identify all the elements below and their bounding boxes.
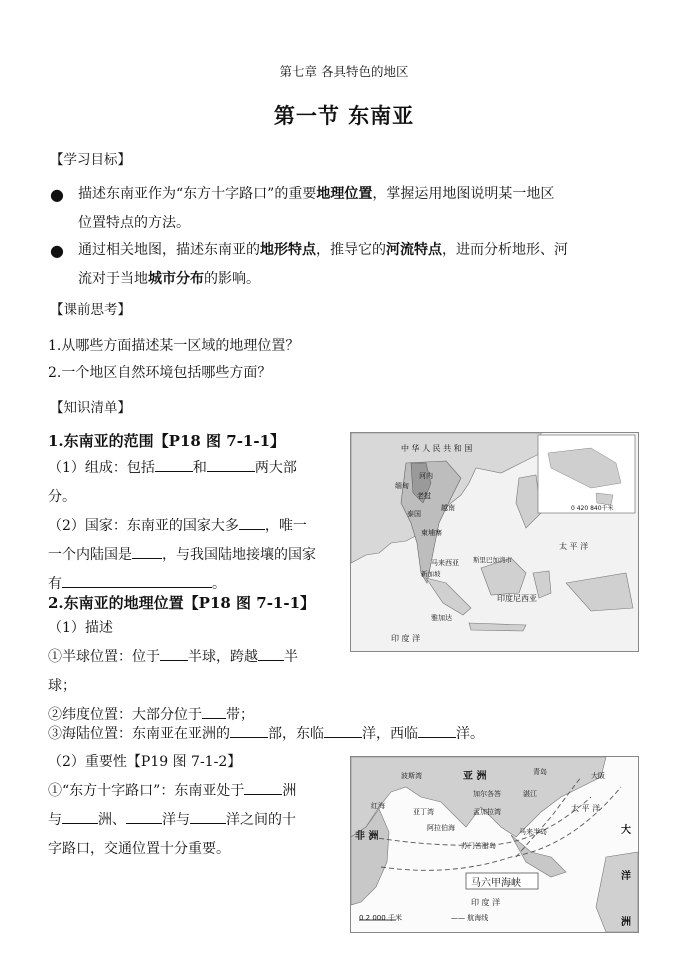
k2-text: 洲 (282, 783, 297, 799)
map-scale: 0 420 840千米 (571, 505, 614, 512)
map-label: 波斯湾 (401, 772, 422, 780)
blank-field[interactable] (160, 646, 188, 661)
preview-question-1: 1.从哪些方面描述某一区域的地理位置？ (48, 338, 300, 354)
blank-field[interactable] (62, 809, 98, 824)
blank-field[interactable] (132, 544, 162, 559)
k1-text: ，唯一 (264, 518, 307, 534)
goal-text: 描述东南亚作为“东方十字路口”的重要 (78, 186, 317, 202)
blank-field[interactable] (126, 809, 162, 824)
k2-sea-land (48, 720, 608, 749)
map-label: 大阪 (591, 772, 605, 780)
map-label: 新加坡 (421, 570, 441, 578)
preview-heading: 【课前思考】 (50, 302, 131, 318)
k2-text: 洋，西临 (362, 726, 418, 742)
knowledge-heading: 【知识清单】 (50, 400, 131, 416)
goal-keyword: 城市分布 (148, 271, 204, 287)
map-label: 加尔各答 (473, 790, 501, 798)
blank-field[interactable] (324, 723, 362, 738)
blank-field[interactable] (62, 573, 212, 588)
chapter-title: 第七章 各具特色的地区 (279, 64, 409, 79)
preview-question-2: 2.一个地区自然环境包括哪些方面？ (48, 365, 272, 381)
blank-field[interactable] (190, 809, 226, 824)
goal-text: 的影响。 (204, 271, 260, 287)
blank-field[interactable] (207, 457, 255, 472)
k2-text: 带； (226, 707, 254, 723)
k2-text: ①“东方十字路口”：东南亚处于 (48, 783, 245, 799)
goal-text: ，进而分析地形、河 (442, 242, 568, 258)
k2-text: 洋之间的十 (226, 812, 296, 828)
map-label-malacca: 马六甲海峡 (471, 878, 521, 889)
k2-body-top (48, 614, 348, 730)
map-label: 雅加达 (431, 614, 452, 622)
k1-text: 分。 (48, 489, 76, 505)
k2-heading: 2.东南亚的地理位置【P18 图 7-1-1】 (48, 594, 316, 612)
map-label: 柬埔寨 (421, 529, 442, 537)
goal-text: ，推导它的 (316, 242, 386, 258)
goal-keyword: 地形特点 (260, 242, 316, 258)
k1-text: 。 (212, 576, 226, 592)
blank-field[interactable] (230, 723, 268, 738)
goal-bullet-1 (50, 180, 650, 238)
k2-text: 半 (284, 649, 298, 665)
map-legend-route: —— 航海线 (451, 914, 489, 922)
k2-text: 部，东临 (268, 726, 324, 742)
map-label: 老挝 (417, 492, 431, 500)
southeast-asia-map (350, 432, 639, 652)
goals-heading: 【学习目标】 (50, 152, 131, 168)
blank-field[interactable] (239, 515, 265, 530)
goal-text: 通过相关地图，描述东南亚的 (78, 242, 260, 258)
k1-body (48, 454, 348, 599)
k1-text: 一个内陆国是 (48, 547, 132, 563)
k1-text: 有 (48, 576, 62, 592)
map-label: 洲 (621, 917, 631, 928)
map-label: 缅甸 (395, 482, 409, 490)
map-label: 亚 洲 (463, 771, 487, 782)
map-label: 阿拉伯海 (427, 824, 455, 832)
goal-text: 流对于当地 (78, 271, 148, 287)
k2-text: 洋与 (162, 812, 190, 828)
blank-field[interactable] (244, 780, 282, 795)
map-label: 亚丁湾 (413, 808, 434, 816)
k2-text: 洋。 (456, 726, 484, 742)
goal-text: ，掌握运用地图说明某一地区 (372, 186, 555, 202)
map-label: 印 度 洋 (471, 898, 501, 907)
map-label: 中 华 人 民 共 和 国 (401, 444, 473, 453)
map-scale: 0 2 000 千米 (359, 914, 402, 922)
map-label: 太 平 洋 (559, 542, 589, 551)
k2-text: 球； (48, 678, 76, 694)
map-label: 太 平 洋 (571, 804, 601, 813)
map-label: 河内 (419, 472, 433, 480)
map-label: 斯里巴加湾市 (473, 556, 512, 564)
map-label: 非 洲 (355, 831, 379, 842)
k1-text: （1）组成：包括 (48, 460, 155, 476)
bullet-icon: ● (50, 241, 64, 260)
k1-text: 和 (192, 460, 207, 476)
k2-text: 半球，跨越 (188, 649, 258, 665)
k2-text: ②纬度位置：大部分位于 (48, 707, 202, 723)
k2-text: ①半球位置：位于 (48, 649, 160, 665)
map-label: 孟加拉湾 (473, 808, 501, 816)
map-label: 印 度 洋 (391, 634, 421, 643)
blank-field[interactable] (418, 723, 456, 738)
map-label: 红海 (371, 802, 385, 810)
goal-bullet-2 (50, 236, 650, 294)
k2-body-bottom (48, 748, 348, 864)
map-label: 大 (621, 825, 631, 836)
map-label: 马来半岛 (519, 828, 547, 836)
blank-field[interactable] (202, 704, 226, 719)
k2-text: ③海陆位置：东南亚在亚洲的 (48, 726, 230, 742)
goal-keyword: 地理位置 (316, 186, 373, 202)
k1-text: （2）国家：东南亚的国家大多 (48, 518, 239, 534)
k1-text: 两大部 (254, 460, 297, 476)
southeast-asia-map-graphic (351, 433, 638, 651)
k1-heading: 1.东南亚的范围【P18 图 7-1-1】 (48, 432, 286, 450)
crossroads-map (350, 756, 639, 933)
map-label: 马来西亚 (431, 559, 459, 567)
blank-field[interactable] (155, 457, 193, 472)
bullet-icon: ● (50, 185, 64, 204)
map-label: 越南 (441, 504, 455, 512)
k2-subheading: （2）重要性【P19 图 7-1-2】 (48, 754, 242, 770)
map-label: 湛江 (523, 790, 537, 798)
k2-subheading: （1）描述 (48, 620, 113, 636)
k2-text: 字路口，交通位置十分重要。 (48, 841, 230, 857)
map-label: 青岛 (533, 768, 547, 776)
goal-keyword: 河流特点 (386, 242, 442, 258)
map-label: 洋 (621, 871, 631, 882)
map-label: 印度尼西亚 (497, 594, 537, 603)
blank-field[interactable] (258, 646, 284, 661)
section-title: 第一节 东南亚 (273, 104, 415, 128)
map-label: 苏门答腊岛 (461, 842, 496, 850)
map-label: 泰国 (407, 510, 421, 518)
k2-text: 与 (48, 812, 62, 828)
goal-text: 位置特点的方法。 (78, 215, 190, 231)
k2-text: 洲、 (98, 812, 126, 828)
k1-text: ，与我国陆地接壤的国家 (162, 547, 316, 563)
